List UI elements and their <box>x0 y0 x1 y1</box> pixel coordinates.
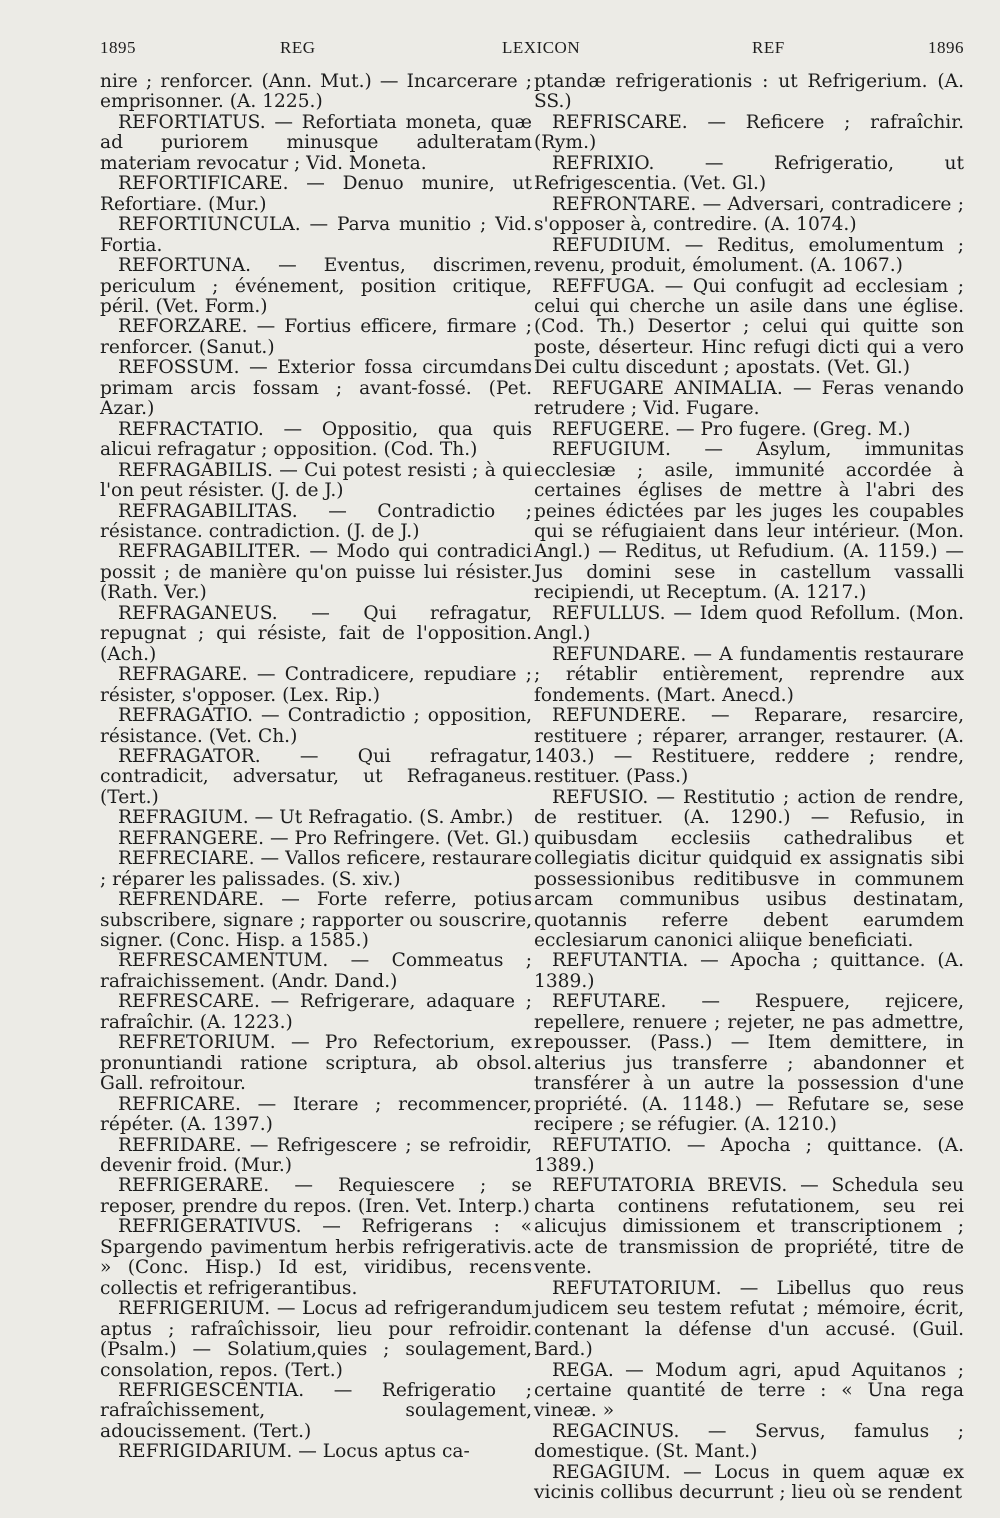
lexicon-entry: REFRONTARE. — Adversari, contradicere ; s'opposer à, contredire. (A. 1074.) <box>534 193 964 236</box>
lexicon-entry: REFRIGERARE. — Requiescere ; se reposer, prendre du repos. (Iren. Vet. Interp.) <box>100 1175 532 1217</box>
page-number-left: 1895 <box>100 38 136 57</box>
lexicon-entry: REFRAGARE. — Contradicere, repudiare ; résister, s'opposer. (Lex. Rip.) <box>100 664 532 706</box>
page-number-right: 1896 <box>928 38 964 57</box>
page-title: LEXICON <box>502 38 581 57</box>
lexicon-entry: ptandæ refrigerationis : ut Refrigerium. (A. SS.) <box>534 71 964 113</box>
lexicon-entry: REFRETORIUM. — Pro Refectorium, ex pronuntiandi ratione scriptura, ab obsol. Gall. refroitour. <box>100 1032 532 1095</box>
running-head-right: REF <box>752 38 785 57</box>
lexicon-entry: REFRESCAMENTUM. — Commeatus ; rafraichissement. (Andr. Dand.) <box>100 950 532 992</box>
lexicon-entry: REFUGIUM. — Asylum, immunitas ecclesiæ ; asile, immunité accordée à certaines églises de mettre à l'abri des peines édictées par les juges les coupables qui se réfugiaient dans leur intérieur. (Mon. Angl.) — Reditus, ut Refudium. (A. 1159.) — Jus domini sese in castellum vassalli recipiendi, ut Receptum. (A. 1217.) <box>534 439 964 604</box>
lexicon-entry: REGAGIUM. — Locus in quem aquæ ex vicinis collibus decurrunt ; lieu où se rendent <box>534 1461 964 1504</box>
lexicon-entry: REFRENDARE. — Forte referre, potius subscribere, signare ; rapporter ou souscrire, signer. (Conc. Hisp. a 1585.) <box>100 889 532 952</box>
lexicon-entry: REFORZARE. — Fortius efficere, firmare ; renforcer. (Sanut.) <box>100 316 532 358</box>
lexicon-entry: REFRAGABILIS. — Cui potest resisti ; à qui l'on peut résister. (J. de J.) <box>100 459 532 502</box>
right-column <box>534 72 964 1504</box>
lexicon-entry: REFRIXIO. — Refrigeratio, ut Refrigescentia. (Vet. Gl.) <box>534 152 964 195</box>
lexicon-entry: REFUTANTIA. — Apocha ; quittance. (A. 1389.) <box>534 950 964 992</box>
lexicon-entry: REFFUGA. — Qui confugit ad ecclesiam ; celui qui cherche un asile dans une église. (Cod. Th.) Desertor ; celui qui quitte son poste, déserteur. Hinc refugi dicti qui a vero Dei cultu discedunt ; apostats. (Vet. Gl.) <box>534 275 964 379</box>
lexicon-entry: REFRECIARE. — Vallos reficere, restaurare ; réparer les palissades. (S. xiv.) <box>100 848 532 890</box>
left-column <box>100 72 532 1463</box>
lexicon-entry: REFORTIATUS. — Refortiata moneta, quæ ad puriorem minusque adulteratam materiam revocatur ; Vid. Moneta. <box>100 111 532 174</box>
lexicon-entry: REFORTUNA. — Eventus, discrimen, periculum ; événement, position critique, péril. (Vet. Form.) <box>100 255 532 317</box>
lexicon-entry: REFRAGANEUS. — Qui refragatur, repugnat ; qui résiste, fait de l'opposition. (Ach.) <box>100 602 532 665</box>
lexicon-entry: REFRAGABILITER. — Modo qui contradici possit ; de manière qu'on puisse lui résister. (Rath. Ver.) <box>100 541 532 604</box>
lexicon-entry: REFRISCARE. — Reficere ; rafraîchir. (Rym.) <box>534 111 964 154</box>
lexicon-entry: REFRIGIDARIUM. — Locus aptus ca- <box>118 1441 470 1463</box>
lexicon-entry: REFRESCARE. — Refrigerare, adaquare ; rafraîchir. (A. 1223.) <box>100 991 532 1033</box>
lexicon-entry: REFORTIUNCULA. — Parva munitio ; Vid. Fortia. <box>100 214 532 256</box>
lexicon-entry: REFUTARE. — Respuere, rejicere, repellere, renuere ; rejeter, ne pas admettre, repousser. (Pass.) — Item demittere, in alterius jus transferre ; abandonner et transférer à un autre la possession d'une propriété. (A. 1148.) — Refutare se, sese recipere ; se réfugier. (A. 1210.) <box>534 991 964 1136</box>
lexicon-entry: REFRICARE. — Iterare ; recommencer, répéter. (A. 1397.) <box>100 1093 532 1136</box>
running-head-left: REG <box>280 38 316 57</box>
lexicon-entry: nire ; renforcer. (Ann. Mut.) — Incarcerare ; emprisonner. (A. 1225.) <box>100 71 532 113</box>
lexicon-entry: REFUSIO. — Restitutio ; action de rendre, de restituer. (A. 1290.) — Refusio, in quibusdam ecclesiis cathedralibus et collegiatis dicitur quidquid ex assignatis sibi possessionibus reditibusve in communem arcam communibus usibus destinatam, quotannis referre debent earumdem ecclesiarum canonici aliique beneficiati. <box>534 786 964 952</box>
lexicon-entry: REFULLUS. — Idem quod Refollum. (Mon. Angl.) <box>534 602 964 645</box>
lexicon-entry: REFRANGERE. — Pro Refringere. (Vet. Gl.) <box>118 827 530 849</box>
lexicon-entry: REFRIGERATIVUS. — Refrigerans : « Spargendo pavimentum herbis refrigerativis. » (Conc. Hisp.) Id est, viridibus, recens collectis et refrigerantibus. <box>100 1216 532 1299</box>
lexicon-entry: REFRIDARE. — Refrigescere ; se refroidir, devenir froid. (Mur.) <box>100 1134 532 1177</box>
lexicon-entry: REFUTATIO. — Apocha ; quittance. (A. 1389.) <box>534 1134 964 1177</box>
lexicon-entry: REFRAGATOR. — Qui refragatur, contradicit, adversatur, ut Refraganeus. (Tert.) <box>100 745 532 808</box>
lexicon-entry: REFRIGERIUM. — Locus ad refrigerandum aptus ; rafraîchissoir, lieu pour refroidir. (Psalm.) — Solatium,quies ; soulagement, consolation, repos. (Tert.) <box>100 1298 532 1381</box>
lexicon-entry: REFRIGESCENTIA. — Refrigeratio ; rafraîchissement, soulagement, adoucissement. (Tert.) <box>100 1380 532 1442</box>
lexicon-entry: REFORTIFICARE. — Denuo munire, ut Refortiare. (Mur.) <box>100 173 532 215</box>
lexicon-entry: REGA. — Modum agri, apud Aquitanos ; certaine quantité de terre : « Una rega vineæ. » <box>534 1359 964 1422</box>
lexicon-entry: REFUDIUM. — Reditus, emolumentum ; revenu, produit, émolument. (A. 1067.) <box>534 234 964 277</box>
lexicon-entry: REFRAGIUM. — Ut Refragatio. (S. Ambr.) <box>118 807 514 829</box>
lexicon-entry: REFUGERE. — Pro fugere. (Greg. M.) <box>552 418 911 440</box>
lexicon-entry: REGACINUS. — Servus, famulus ; domestique. (St. Mant.) <box>534 1420 964 1463</box>
lexicon-entry: REFRACTATIO. — Oppositio, qua quis alicui refragatur ; opposition. (Cod. Th.) <box>100 418 532 461</box>
lexicon-entry: REFOSSUM. — Exterior fossa circumdans primam arcis fossam ; avant-fossé. (Pet. Azar.) <box>100 357 532 420</box>
lexicon-entry: REFRAGABILITAS. — Contradictio ; résistance. contradiction. (J. de J.) <box>100 500 532 542</box>
page-header <box>100 38 972 64</box>
lexicon-entry: REFRAGATIO. — Contradictio ; opposition, résistance. (Vet. Ch.) <box>100 705 532 747</box>
lexicon-entry: REFUNDARE. — A fundamentis restaurare ; rétablir entièrement, reprendre aux fondements. (Mart. Anecd.) <box>534 643 964 706</box>
lexicon-entry: REFUGARE ANIMALIA. — Feras venando retrudere ; Vid. Fugare. <box>534 377 964 420</box>
lexicon-entry: REFUNDERE. — Reparare, resarcire, restituere ; réparer, arranger, restaurer. (A. 1403.) — Restituere, reddere ; rendre, restituer. (Pass.) <box>534 705 964 788</box>
lexicon-entry: REFUTATORIA BREVIS. — Schedula seu charta continens refutationem, seu rei alicujus dimissionem et transcriptionem ; acte de transmission de propriété, titre de vente. <box>534 1175 964 1279</box>
lexicon-entry: REFUTATORIUM. — Libellus quo reus judicem seu testem refutat ; mémoire, écrit, contenant la défense d'un accusé. (Guil. Bard.) <box>534 1277 964 1361</box>
